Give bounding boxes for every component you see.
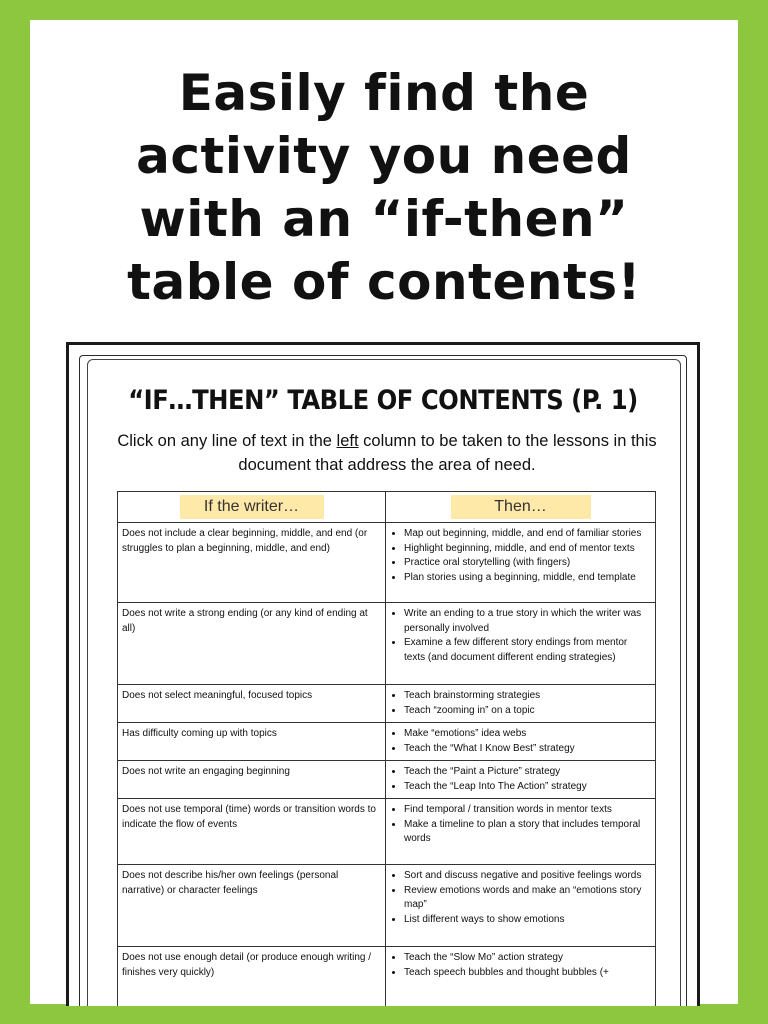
headline-line: with an “if-then” <box>139 190 629 248</box>
then-cell <box>386 947 656 1007</box>
strategy-item: • Map out beginning, middle, and end of familiar stories <box>404 527 651 542</box>
then-cell <box>386 865 656 947</box>
strategy-list <box>390 869 651 927</box>
strategy-list <box>390 607 651 665</box>
strategy-item: • Highlight beginning, middle, and end of mentor texts <box>404 542 651 557</box>
strategy-item: • Sort and discuss negative and positive feelings words <box>404 869 651 884</box>
headline-line: table of contents! <box>127 253 641 311</box>
strategy-item: • Make “emotions” idea webs <box>404 727 651 742</box>
if-cell-link[interactable]: Has difficulty coming up with topics <box>118 723 386 761</box>
if-cell-link[interactable]: Does not write an engaging beginning <box>118 761 386 799</box>
strategy-list <box>390 527 651 585</box>
strategy-list <box>390 727 651 756</box>
strategy-item: • Teach brainstorming strategies <box>404 689 651 704</box>
then-cell <box>386 723 656 761</box>
strategy-item: • List different ways to show emotions <box>404 913 651 928</box>
table-row <box>118 723 656 761</box>
if-cell-link[interactable]: Does not select meaningful, focused topics <box>118 685 386 723</box>
strategy-item: • Practice oral storytelling (with fingers) <box>404 556 651 571</box>
table-row <box>118 685 656 723</box>
table-row <box>118 947 656 1007</box>
strategy-item: • Review emotions words and make an “emotions story map” <box>404 884 651 913</box>
strategy-item: • Teach the “What I Know Best” strategy <box>404 742 651 757</box>
if-cell-link[interactable]: Does not describe his/her own feelings (personal narrative) or character feelings <box>118 865 386 947</box>
document-preview <box>66 342 700 1006</box>
subtitle-text: column to be taken to the lessons in this document that address the area of need. <box>238 432 657 474</box>
if-cell-link[interactable]: Does not use temporal (time) words or transition words to indicate the flow of events <box>118 799 386 865</box>
header-label: If the writer… <box>180 495 324 519</box>
strategy-item: • Teach the “Slow Mo” action strategy <box>404 951 651 966</box>
column-header-if <box>118 492 386 523</box>
strategy-list <box>390 765 651 794</box>
strategy-item: • Plan stories using a beginning, middle, end template <box>404 571 651 586</box>
headline <box>38 62 730 314</box>
subtitle-text: Click on any line of text in the <box>117 432 337 450</box>
strategy-item: • Teach speech bubbles and thought bubbles (+ <box>404 966 651 981</box>
then-cell <box>386 799 656 865</box>
table-row <box>118 799 656 865</box>
then-cell <box>386 685 656 723</box>
document-subtitle <box>109 429 665 477</box>
strategy-item: • Examine a few different story endings from mentor texts (and document different ending strategies) <box>404 636 651 665</box>
headline-line: Easily find the <box>178 64 590 122</box>
strategy-item: • Teach the “Leap Into The Action” strategy <box>404 780 651 795</box>
if-cell-link[interactable]: Does not include a clear beginning, middle, and end (or struggles to plan a beginning, middle, and end) <box>118 523 386 603</box>
table-row <box>118 603 656 685</box>
table-header-row <box>118 492 656 523</box>
if-cell-link[interactable]: Does not write a strong ending (or any kind of ending at all) <box>118 603 386 685</box>
headline-line: activity you need <box>136 127 632 185</box>
subtitle-underlined-word: left <box>336 432 359 450</box>
strategy-item: • Write an ending to a true story in which the writer was personally involved <box>404 607 651 636</box>
then-cell <box>386 523 656 603</box>
strategy-item: • Teach the “Paint a Picture” strategy <box>404 765 651 780</box>
then-cell <box>386 603 656 685</box>
then-cell <box>386 761 656 799</box>
table-row <box>118 865 656 947</box>
if-cell-link[interactable]: Does not use enough detail (or produce enough writing / finishes very quickly) <box>118 947 386 1007</box>
strategy-list <box>390 689 651 718</box>
strategy-item: • Teach “zooming in” on a topic <box>404 704 651 719</box>
column-header-then <box>386 492 656 523</box>
table-row <box>118 761 656 799</box>
strategy-list <box>390 803 651 847</box>
strategy-item: • Find temporal / transition words in mentor texts <box>404 803 651 818</box>
strategy-list <box>390 951 651 980</box>
header-label: Then… <box>451 495 591 519</box>
document-title: “IF…THEN” TABLE OF CONTENTS (P. 1) <box>128 385 638 416</box>
strategy-item: • Make a timeline to plan a story that includes temporal words <box>404 818 651 847</box>
if-then-table <box>117 491 656 1006</box>
table-row <box>118 523 656 603</box>
